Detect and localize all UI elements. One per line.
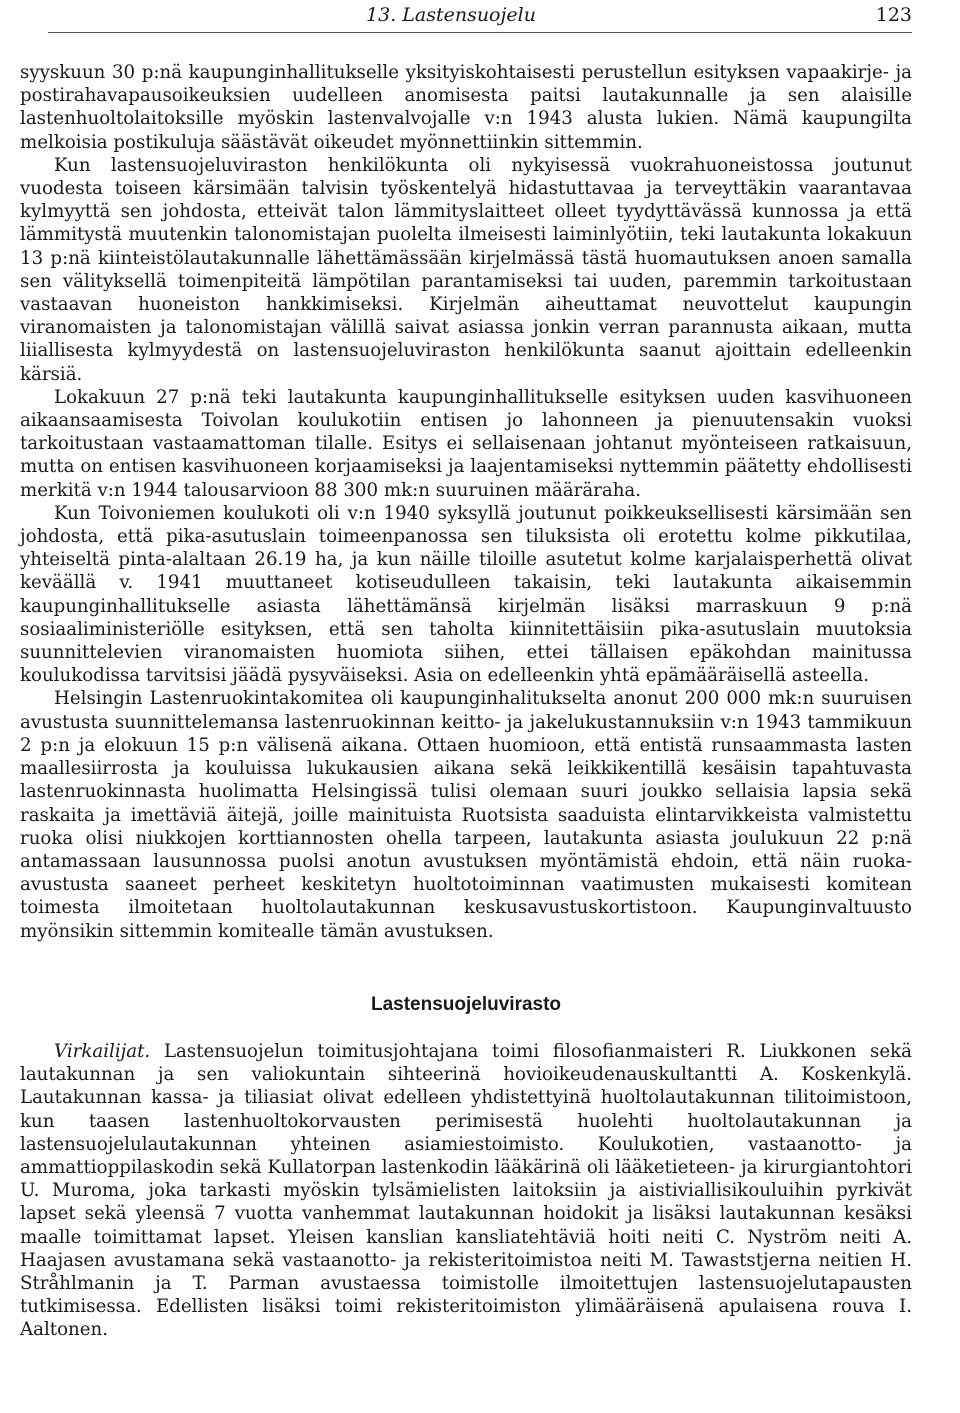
paragraph: Lokakuun 27 p:nä teki lautakunta kaupunginhallitukselle esityksen uuden kasvihuoneen aikaansaamisesta Toivolan koulukotiin entisen jo lahonneen ja pienuutensakin vuoksi tarkoitustaan vastaamattoman tilalle. Esitys ei sellaisenaan johtanut myönteiseen ratkaisuun, mutta on entisen kasvihuoneen korjaamiseksi ja laajentamiseksi nyttemmin päätetty ehdollisesti merkitä v:n 1944 talousarvioon 88 300 mk:n suuruinen määräraha. bbox=[20, 386, 912, 501]
paragraph: Kun lastensuojeluviraston henkilökunta oli nykyisessä vuokrahuoneistossa joutunut vuodesta toiseen kärsimään talvisin työskentelyä hidastuttavaa ja terveyttäkin vaarantavaa kylmyyttä sen johdosta, etteivät talon lämmityslaitteet olleet tyydyttävässä kunnossa ja että lämmitystä muutenkin talonomistajan puolelta ilmeisesti laiminlyötiin, teki lautakunta lokakuun 13 p:nä kiinteistölautakunnalle lähettämässään kirjelmässä tästä huomautuksen anoen samalla sen välityksellä toimenpiteitä lämpötilan parantamiseksi tai uuden, paremmin tarkoitustaan vastaavan huoneiston hankkimiseksi. Kirjelmän aiheuttamat neuvottelut kaupungin viranomaisten ja talonomistajan välillä saivat asiassa jonkin verran parannusta aikaan, mutta liiallisesta kylmyydestä on lastensuojeluviraston henkilökunta saanut ajoittain edelleenkin kärsiä. bbox=[20, 154, 912, 385]
paragraph-continued: syyskuun 30 p:nä kaupunginhallitukselle yksityiskohtaisesti perustellun esityksen vapaakirje- ja postirahavapausoikeuksien uudelleen anomisesta paitsi lautakunnalle ja sen alaisille lastenhuoltolaitoksille myöskin lastenvalvojalle v:n 1943 alusta lukien. Nämä kaupungilta melkoisia postikuluja säästävät oikeudet myönnettiinkin sittemmin. bbox=[20, 62, 912, 153]
paragraph: Helsingin Lastenruokintakomitea oli kaupunginhalitukselta anonut 200 000 mk:n suuruisen avustusta suunnittelemansa lastenruokinnan keitto- ja jakelukustannuksiin v:n 1943 tammikuun 2 p:n ja elokuun 15 p:n välisenä aikana. Ottaen huomioon, että entistä runsaammasta lasten maallesiirrosta ja kouluissa lukukausien aikana sekä leikkikentillä kesäisin tapahtuvasta lastenruokinnasta huolimatta Helsingissä tulisi olemaan suuri joukko sellaisia lapsia sekä raskaita ja imettäviä äitejä, joille mainituista Ruotsista saaduista elintarvikkeista valmistettu ruoka olisi niukkojen korttiannosten ohella tarpeen, lautakunta asiasta joulukuun 22 p:nä antamassaan lausunnossa puolsi anotun avustuksen myöntämistä ehdoin, että näin ruoka-avustusta saaneet perheet keskitetyn huoltotoiminnan vaatimusten mukaisesti komitean toimesta ilmoitetaan huoltolautakunnan keskusavustuskortistoon. Kaupunginvaltuusto myönsikin sittemmin komitealle tämän avustuksen. bbox=[20, 688, 912, 942]
section-heading: Lastensuojeluvirasto bbox=[370, 993, 562, 1015]
running-head bbox=[48, 0, 912, 33]
section-lead: Virkailijat. bbox=[54, 1040, 151, 1062]
section-paragraph-text: Lastensuojelun toimitusjohtajana toimi filosofianmaisteri R. Liukkonen sekä lautakunnan ja sen valiokuntain sihteerinä hovioikeudenauskultantti A. Koskenkylä. Lautakunnan kassa- ja tiliasiat olivat edelleen yhdistettyinä huoltolautakunnan tilitoimistoon, kun taasen lastenhuoltokorvausten perimisestä huolehti huoltolautakunnan ja lastensuojelulautakunnan yhteinen asiamiestoimisto. Koulukotien, vastaanotto- ja ammattioppilaskodin sekä Kullatorpan lastenkodin lääkärinä oli lääketieteen- ja kirurgiantohtori U. Muroma, joka tarkasti myöskin tylsämielisten laitoksiin ja aistiviallisikouluihin pyrkivät lapset sekä yleensä 7 vuotta vanhemmat lautakunnan hoidokit ja lisäksi lautakunnan kesäksi maalle toimittamat lapset. Yleisen kanslian kansliatehtäviä hoiti neiti C. Nyström neiti A. Haajasen avustamana sekä vastaanotto- ja rekisteritoimistoa neiti M. Tawaststjerna neitien H. Stråhlmanin ja T. Parman avustaessa toimistolle ilmoitettujen lastensuojelutapausten tutkimisessa. Edellisten lisäksi toimi rekisteritoimiston ylimääräisenä apulaisena rouva I. Aaltonen. bbox=[20, 1040, 912, 1341]
section-paragraph bbox=[20, 1040, 912, 1342]
paragraph: Kun Toivoniemen koulukoti oli v:n 1940 syksyllä joutunut poikkeuksellisesti kärsimään sen johdosta, että pika-asutuslain toimeenpanossa sen tiluksista oli erotettu kolme pikkutilaa, yhteiseltä pinta-alaltaan 26.19 ha, ja kun näille tiloille asutetut kolme karjalaisperhettä olivat keväällä v. 1941 muuttaneet kotiseudulleen takaisin, teki lautakunta aikaisemmin kaupunginhallitukselle asiasta lähettämänsä kirjelmän lisäksi marraskuun 9 p:nä sosiaaliministeriölle esityksen, että sen taholta kiinnitettäisiin pika-asutuslain muutoksia suunnittelevien viranomaisten huomiota siihen, ettei tällaisen epäkohdan mainitussa koulukodissa tarvitsisi jäädä pysyväiseksi. Asia on edelleenkin yhtä epämääräisellä asteella. bbox=[20, 502, 912, 687]
running-head-title: 13. Lastensuojelu bbox=[366, 4, 536, 26]
page-number: 123 bbox=[875, 4, 912, 26]
document-page bbox=[20, 0, 912, 1342]
body-text bbox=[20, 61, 912, 1342]
